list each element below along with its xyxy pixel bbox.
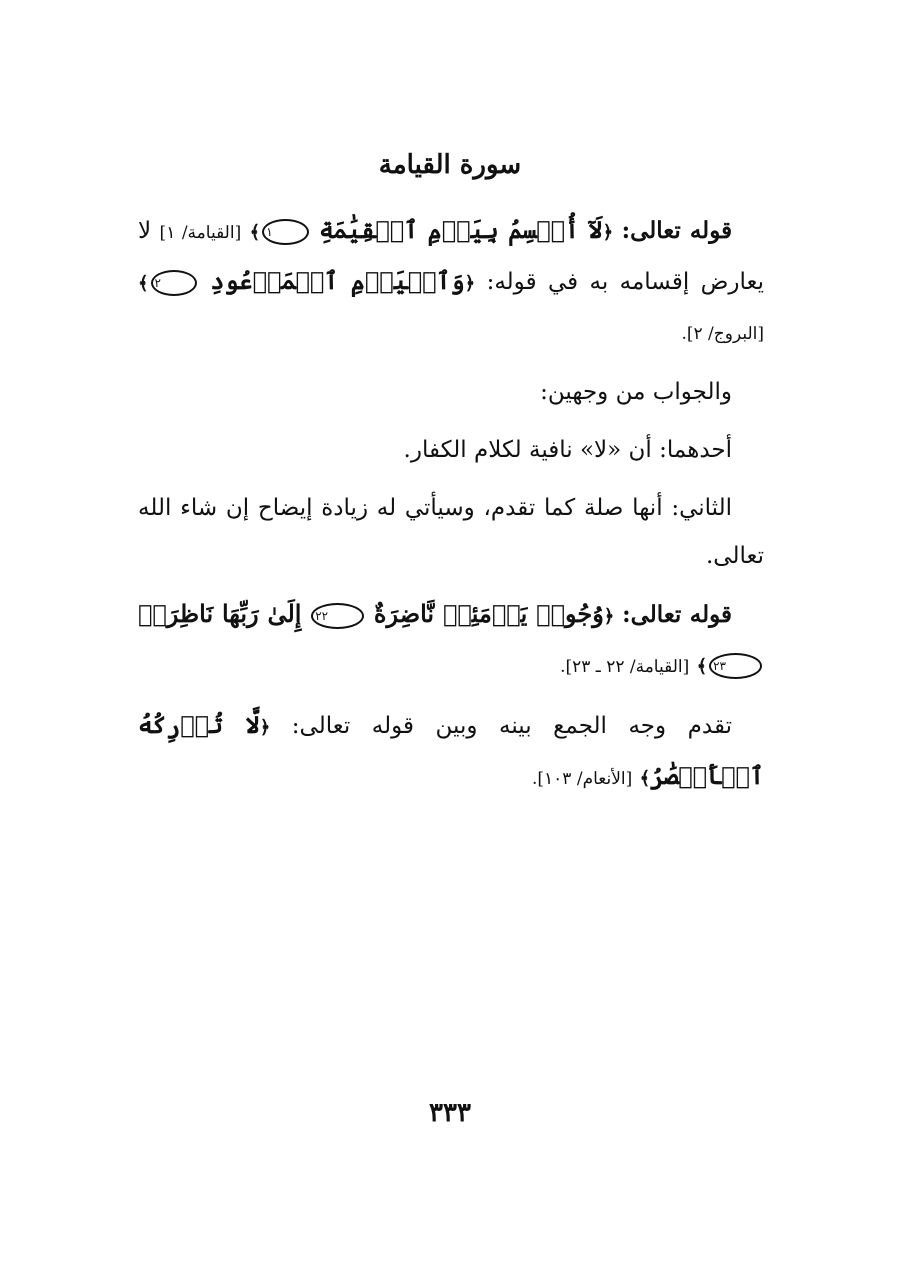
quote-lead: قوله تعالى: [622,601,733,628]
quran-bracket-open: ﴿ [259,717,271,738]
paragraph-text: لا يعارض إقسامه به في قوله: [138,218,765,295]
surah-title: سورة القيامة [378,150,522,180]
paragraph-4: الثاني: أنها صلة كما تقدم، وسيأتي له زيادة إيضاح إن شاء الله تعالى. [138,495,764,569]
paragraph-2: والجواب من وجهين: [540,379,732,405]
quote-lead: قوله تعالى: [621,217,733,244]
verse-reference: [القيامة/ ٢٢ ـ ٢٣]. [560,657,690,677]
paragraph-3: أحدهما: أن «لا» نافية لكلام الكفار. [403,437,732,463]
quran-verse: لَّا تُدۡرِكُهُ ٱلۡأَبۡصَٰرُ [138,710,764,790]
ayah-number-icon: ٢٢ [311,603,364,629]
page-number: ٣٣٣ [429,1098,471,1128]
ayah-number-icon: ١ [262,219,308,245]
quran-verse: إِلَىٰ رَبِّهَا نَاظِرَةٞ [138,599,302,628]
quran-bracket-close: ﴾ [639,768,651,789]
ayah-number-icon: ٢٣ [709,653,762,679]
quran-bracket-open: ﴿ [602,222,614,243]
verse-reference: [الأنعام/ ١٠٣]. [532,769,633,789]
quran-bracket-close: ﴾ [138,273,149,294]
paragraph-text: تقدم وجه الجمع بينه وبين قوله تعالى: [291,713,733,739]
page-body [138,206,764,813]
ayah-number-icon: ٢ [151,270,197,296]
quran-bracket-close: ﴾ [249,222,261,243]
quran-verse: وَٱلۡيَوۡمِ ٱلۡمَوۡعُودِ [210,266,465,295]
quran-verse: لَآ أُقۡسِمُ بِيَوۡمِ ٱلۡقِيَٰمَةِ [319,215,603,244]
paragraph-6 [138,701,764,803]
quran-bracket-close: ﴾ [696,656,708,677]
verse-reference: [القيامة/ ١] [159,223,242,243]
verse-reference: [البروج/ ٢]. [681,324,764,344]
quran-bracket-open: ﴿ [464,273,476,294]
quran-verse: وُجُوهٞ يَوۡمَئِذٖ نَّاضِرَةٌ [373,599,604,628]
quran-bracket-open: ﴿ [603,606,615,627]
paragraph-1 [138,206,764,358]
paragraph-5 [138,590,764,691]
